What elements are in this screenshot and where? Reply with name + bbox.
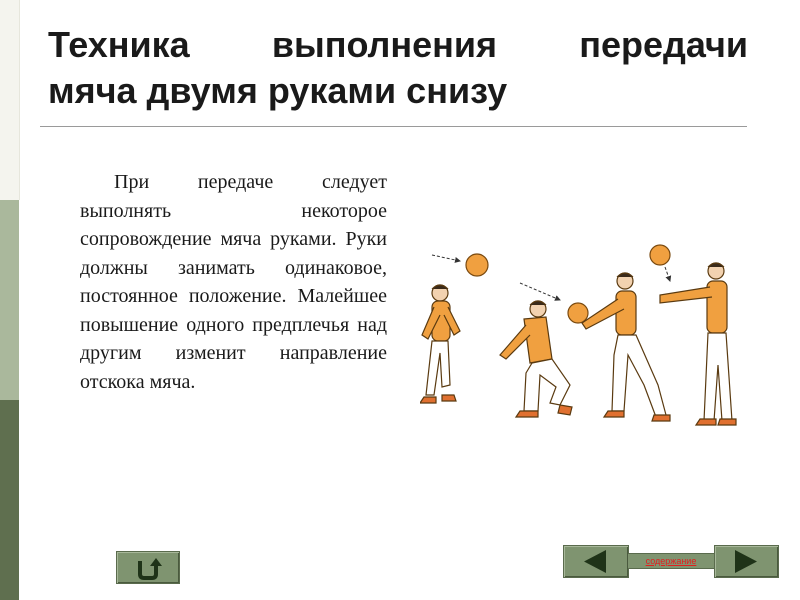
return-arrow-icon bbox=[117, 552, 179, 583]
player-figure-2 bbox=[500, 301, 572, 417]
next-slide-button[interactable] bbox=[714, 545, 779, 578]
ball-path-arrow-3 bbox=[665, 267, 670, 281]
sidebar-bottom-band bbox=[0, 400, 19, 600]
triangle-right-icon bbox=[715, 546, 778, 577]
slide-title-line-2: мяча двумя руками снизу bbox=[48, 70, 508, 111]
slide-title-line-1: Техника выполнения передачи bbox=[48, 24, 748, 65]
contents-link[interactable]: содержание bbox=[628, 553, 714, 569]
player-figure-4 bbox=[660, 263, 736, 425]
slide-title bbox=[48, 22, 748, 114]
volleyball-pass-illustration bbox=[420, 235, 750, 435]
ball-path-arrow-2 bbox=[520, 283, 560, 300]
return-button[interactable] bbox=[116, 551, 180, 584]
ball-2 bbox=[568, 303, 588, 323]
player-figure-1 bbox=[420, 285, 460, 403]
ball-1 bbox=[466, 254, 488, 276]
sidebar-middle-band bbox=[0, 200, 19, 400]
title-divider bbox=[40, 126, 747, 127]
previous-slide-button[interactable] bbox=[563, 545, 629, 578]
ball-3 bbox=[650, 245, 670, 265]
ball-path-arrow-1 bbox=[432, 255, 460, 261]
sidebar-top-band bbox=[0, 0, 20, 200]
triangle-left-icon bbox=[564, 546, 628, 577]
slide-body-text: При передаче следует выполнять некоторое сопровождение мяча руками. Руки должны занимать одинаковое, постоянное положение. Малейшее повышение одного предплечья над другим изменит направление отскока мяча. bbox=[80, 171, 387, 393]
player-figure-3 bbox=[582, 273, 670, 421]
